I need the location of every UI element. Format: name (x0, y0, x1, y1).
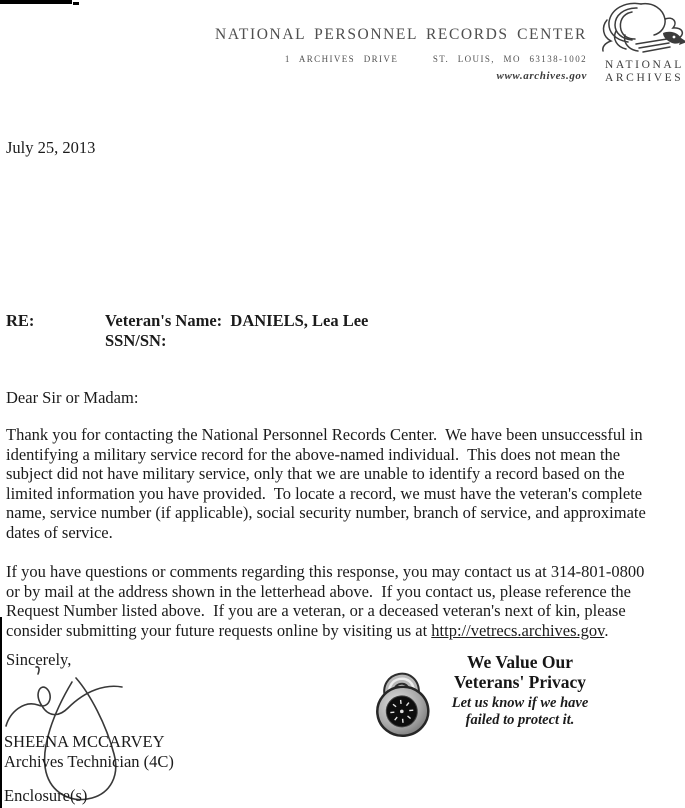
signer-name: SHEENA MCCARVEY (4, 732, 165, 751)
veteran-name-line: Veteran's Name: DANIELS, Lea Lee (105, 311, 369, 330)
logo-word-national: NATIONAL (605, 59, 684, 71)
enclosure-line: Enclosure(s) (4, 786, 88, 805)
re-label: RE: (6, 311, 35, 330)
paragraph-2-period: . (604, 620, 609, 640)
eagle-eye (673, 36, 676, 39)
privacy-title-line-1: We Value Our (467, 652, 573, 672)
privacy-text (436, 652, 604, 728)
national-archives-eagle-logo (595, 0, 685, 56)
logo-wordmark (593, 59, 685, 85)
privacy-subtitle-line-2: failed to protect it. (465, 711, 575, 728)
scan-artifact-speck (73, 2, 79, 5)
letterhead-title: NATIONAL PERSONNEL RECORDS CENTER (215, 26, 587, 43)
re-values (105, 311, 368, 351)
ssn-line: SSN/SN: (105, 331, 167, 350)
national-archives-logo (593, 0, 685, 85)
salutation: Dear Sir or Madam: (6, 388, 139, 407)
paragraph-2-text: If you have questions or comments regarding this response, you may contact us at 314-801-0800 or by mail at the address shown in the letterhead above. If you contact us, please reference the Request Number listed above. If you are a veteran, or a deceased veteran's next of kin, please consider submitting your future requests online by visiting us at (6, 562, 649, 640)
eagle-head (663, 32, 681, 44)
re-block (6, 311, 368, 351)
privacy-subtitle-line-1: Let us know if we have (451, 695, 589, 711)
logo-word-archives: ARCHIVES (605, 72, 684, 84)
scan-artifact-top-bar (0, 0, 72, 4)
scan-artifact-left-edge-line (0, 617, 2, 808)
signer-block (4, 732, 174, 771)
vetrecs-url: http://vetrecs.archives.gov (431, 620, 605, 640)
padlock-icon (370, 661, 440, 746)
letterhead-address: 1 ARCHIVES DRIVE ST. LOUIS, MO 63138-1002 (284, 54, 587, 64)
closing-sincerely: Sincerely, (6, 650, 72, 669)
privacy-title-line-2: Veterans' Privacy (453, 672, 587, 692)
privacy-badge (374, 652, 604, 743)
signer-title: Archives Technician (4C) (4, 751, 174, 771)
letter-date: July 25, 2013 (6, 138, 96, 157)
body-paragraph-2 (6, 562, 662, 640)
letterhead-website: www.archives.gov (496, 70, 587, 82)
body-paragraph-1: Thank you for contacting the National Personnel Records Center. We have been unsuccessful in identifying a military service record for the above-named individual. This does not mean the subject did not have military service, only that we are unable to identify a record based on the limited information you have provided. To locate a record, we must have the veteran's complete name, service number (if applicable), social security number, branch of service, and approximate dates of service. (6, 425, 650, 542)
letterhead (215, 26, 587, 82)
